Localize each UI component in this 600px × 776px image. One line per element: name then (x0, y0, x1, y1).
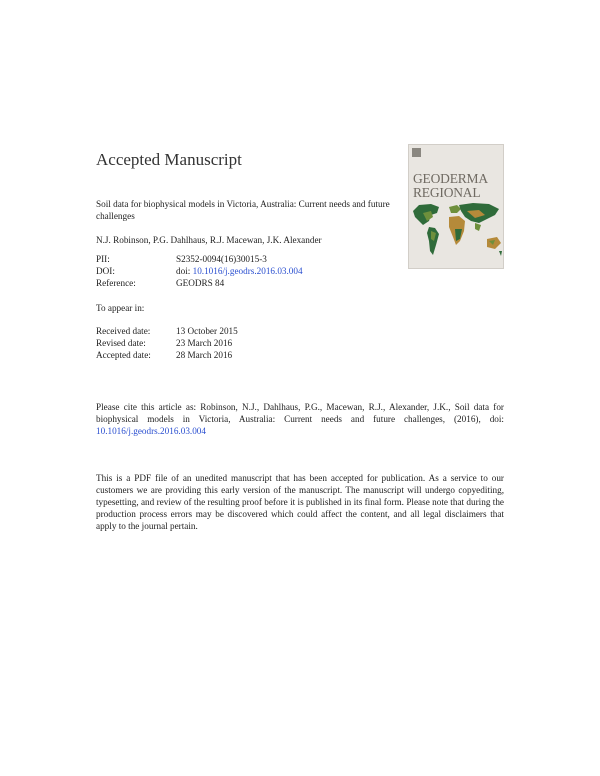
notice-paragraph: This is a PDF file of an unedited manuscript that has been accepted for publication. As a service to our customers we are providing this early version of the manuscript. The manuscript will undergo copyediting, typesetting, and review of the resulting proof before it is published in its final form. Please note that during the production process errors may be discovered which could affect the content, and all legal disclaimers that apply to the journal pertain. (96, 473, 504, 531)
doi-link[interactable]: 10.1016/j.geodrs.2016.03.004 (192, 266, 303, 276)
article-title: Soil data for biophysical models in Victoria, Australia: Current needs and future challenges (96, 199, 390, 221)
pii-value: S2352-0094(16)30015-3 (176, 254, 267, 264)
cover-title-line2: REGIONAL (413, 185, 481, 200)
doi-value-wrap (176, 265, 303, 277)
accepted-value: 28 March 2016 (176, 350, 233, 360)
reference-value: GEODRS 84 (176, 278, 225, 288)
cover-title-line1: GEODERMA (413, 171, 488, 186)
accepted-label: Accepted date: (96, 350, 151, 360)
citation-doi-link[interactable]: 10.1016/j.geodrs.2016.03.004 (96, 426, 206, 436)
doi-label: DOI: (96, 266, 115, 276)
world-map-icon (409, 201, 504, 261)
citation-text: Please cite this article as: Robinson, N.J., Dahlhaus, P.G., Macewan, R.J., Alexander, J.K., Soil data for biophysical models in Victoria, Australia: Current needs and future challenges, (2016), doi: (96, 402, 504, 424)
revised-label: Revised date: (96, 338, 146, 348)
appear-in-label: To appear in: (96, 303, 145, 313)
pii-label: PII: (96, 254, 110, 264)
received-value: 13 October 2015 (176, 326, 238, 336)
journal-cover (408, 144, 504, 269)
authors: N.J. Robinson, P.G. Dahlhaus, R.J. Macewan, J.K. Alexander (96, 235, 322, 245)
publisher-logo-icon (412, 148, 421, 157)
revised-value: 23 March 2016 (176, 338, 233, 348)
page-title: Accepted Manuscript (96, 150, 242, 169)
citation-paragraph (96, 401, 504, 437)
reference-label: Reference: (96, 278, 136, 288)
received-label: Received date: (96, 326, 151, 336)
doi-prefix: doi: (176, 266, 191, 276)
